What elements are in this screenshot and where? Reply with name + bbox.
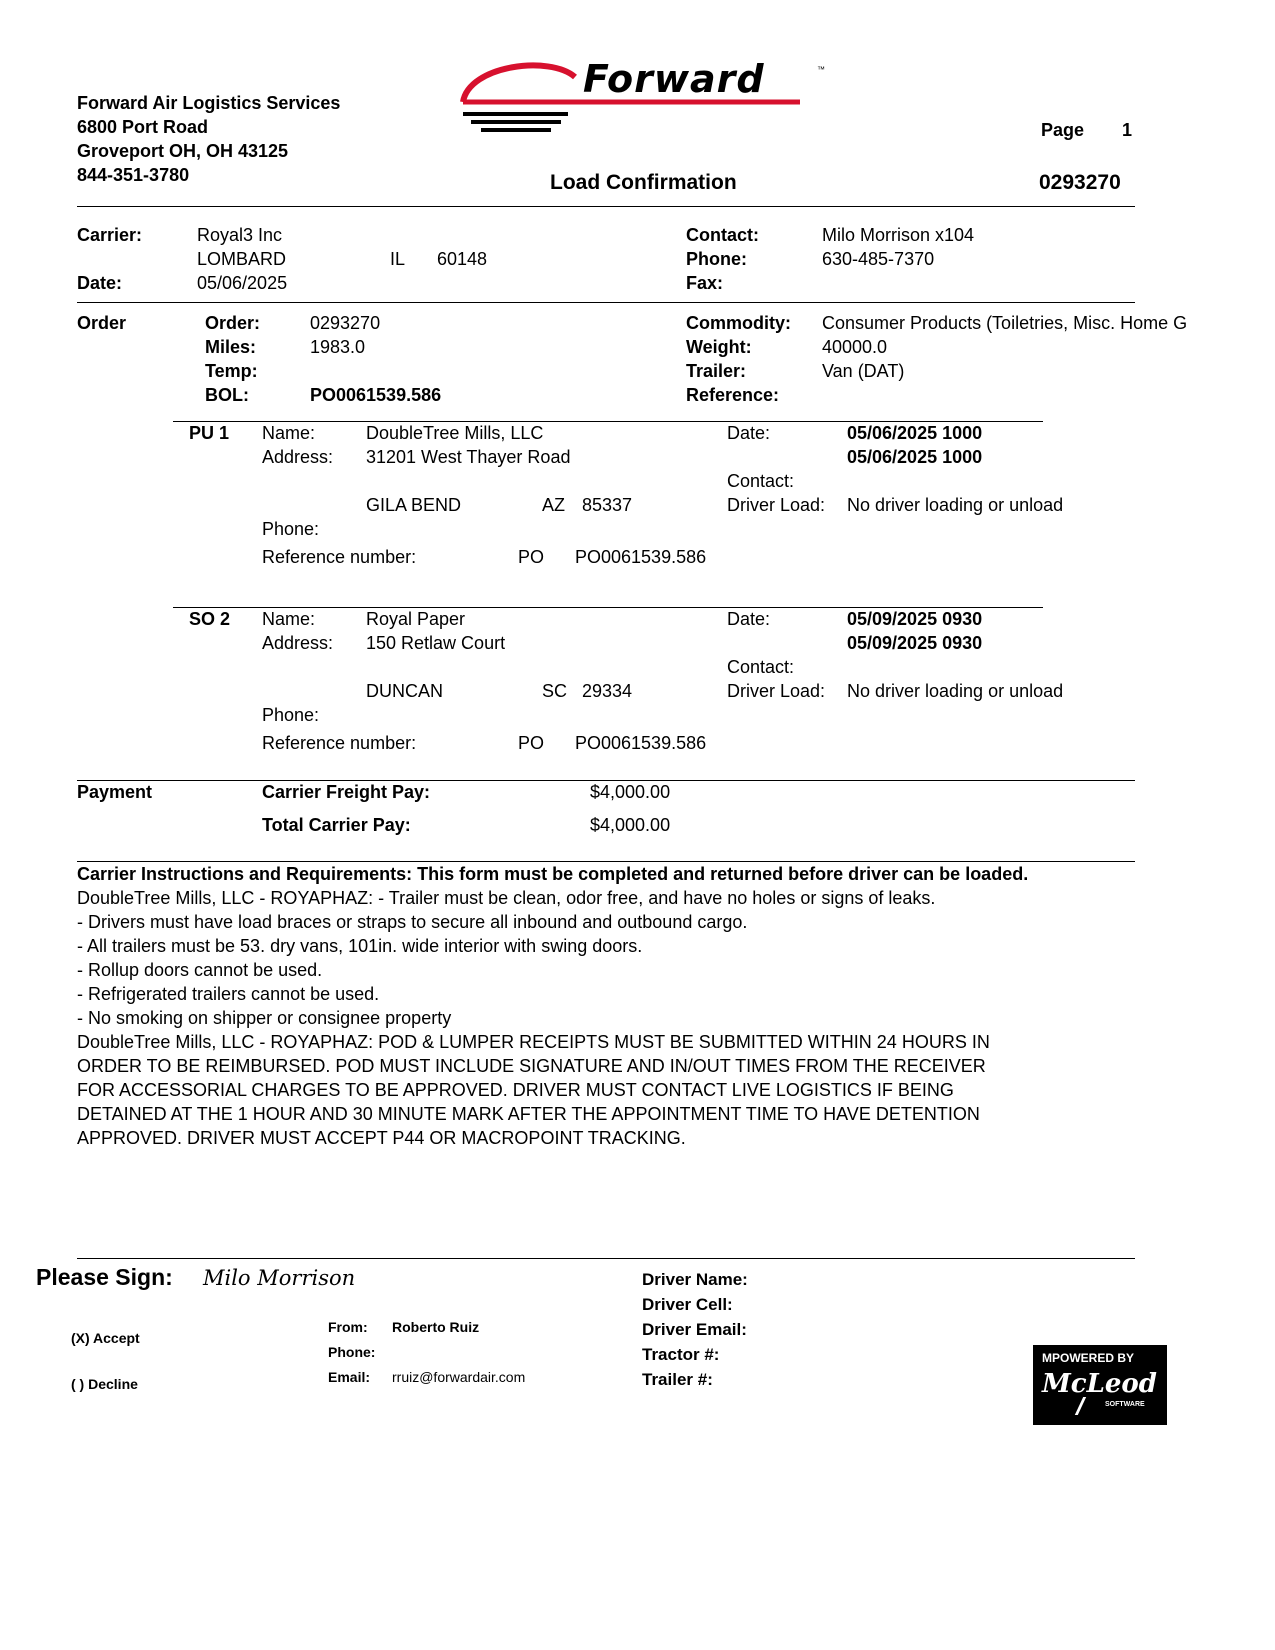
instructions-line: - Refrigerated trailers cannot be used. [77, 984, 380, 1004]
miles-value: 1983.0 [310, 337, 366, 357]
miles-label: Miles: [205, 337, 257, 357]
signature-value[interactable]: Milo Morrison [203, 1266, 356, 1290]
tractor-label: Tractor #: [642, 1345, 720, 1364]
stop-city: GILA BEND [366, 495, 462, 515]
stop-ref-type: PO [518, 547, 545, 567]
stop-contact-label: Contact: [727, 471, 795, 491]
badge-brand: McLeod [1042, 1369, 1157, 1399]
reference-label: Reference: [686, 385, 780, 405]
stop-ref-label: Reference number: [262, 733, 417, 753]
stop-code: SO 2 [189, 609, 231, 629]
stop-name: Royal Paper [366, 609, 466, 629]
stop-phone-label: Phone: [262, 519, 320, 539]
from-label: From: [328, 1319, 368, 1335]
total-pay-value: $4,000.00 [590, 815, 671, 835]
freight-pay-value: $4,000.00 [590, 782, 671, 802]
bol-value: PO0061539.586 [310, 385, 442, 405]
stop-driver-load: No driver loading or unload [847, 681, 1064, 701]
trailer-number-label: Trailer #: [642, 1370, 713, 1389]
stop-date-2: 05/09/2025 0930 [847, 633, 983, 653]
instructions-line: APPROVED. DRIVER MUST ACCEPT P44 OR MACROPOINT TRACKING. [77, 1128, 686, 1148]
weight-label: Weight: [686, 337, 752, 357]
instructions-line: DoubleTree Mills, LLC - ROYAPHAZ: - Trailer must be clean, odor free, and have no holes or signs of leaks. [77, 888, 936, 908]
badge-sub: SOFTWARE [1105, 1401, 1145, 1408]
badge-top-text: MPOWERED BY [1042, 1351, 1135, 1365]
accept-option[interactable]: (X) Accept [71, 1330, 140, 1346]
order-section-label: Order [77, 313, 127, 333]
carrier-state: IL [390, 249, 406, 269]
from-email-label: Email: [328, 1369, 371, 1385]
stop-date-label: Date: [727, 423, 771, 443]
document-title: Load Confirmation [550, 171, 737, 194]
load-number: 0293270 [1039, 171, 1121, 194]
stop-address-label: Address: [262, 447, 334, 467]
stop-ref-label: Reference number: [262, 547, 417, 567]
stop-contact-label: Contact: [727, 657, 795, 677]
page-number: 1 [1122, 120, 1133, 140]
instructions-line: DoubleTree Mills, LLC - ROYAPHAZ: POD & LUMPER RECEIPTS MUST BE SUBMITTED WITHIN 24 HOURS IN [77, 1032, 990, 1052]
company-address-line2: Groveport OH, OH 43125 [77, 141, 289, 161]
stop-address: 31201 West Thayer Road [366, 447, 571, 467]
from-value: Roberto Ruiz [392, 1319, 480, 1335]
freight-pay-label: Carrier Freight Pay: [262, 782, 431, 802]
carrier-instructions [77, 862, 1137, 1150]
from-phone-label: Phone: [328, 1344, 376, 1360]
instructions-line: ORDER TO BE REIMBURSED. POD MUST INCLUDE SIGNATURE AND IN/OUT TIMES FROM THE RECEIVER [77, 1056, 986, 1076]
instructions-line: - Drivers must have load braces or straps to secure all inbound and outbound cargo. [77, 912, 748, 932]
order-number: 0293270 [310, 313, 381, 333]
commodity-label: Commodity: [686, 313, 791, 333]
stop-phone-label: Phone: [262, 705, 320, 725]
please-sign-label: Please Sign: [36, 1264, 173, 1290]
carrier-contact: Milo Morrison x104 [822, 225, 975, 245]
instructions-line: - No smoking on shipper or consignee property [77, 1008, 452, 1028]
driver-name-label: Driver Name: [642, 1270, 748, 1289]
stop-code: PU 1 [189, 423, 230, 443]
bol-label: BOL: [205, 385, 249, 405]
carrier-label: Carrier: [77, 225, 143, 245]
mcleod-badge [1033, 1345, 1167, 1425]
stop-date-2: 05/06/2025 1000 [847, 447, 983, 467]
stop-state: AZ [542, 495, 566, 515]
total-pay-label: Total Carrier Pay: [262, 815, 411, 835]
stop-ref-value: PO0061539.586 [575, 733, 707, 753]
driver-cell-label: Driver Cell: [642, 1295, 733, 1314]
stop-address: 150 Retlaw Court [366, 633, 506, 653]
phone-label: Phone: [686, 249, 747, 269]
trailer-value: Van (DAT) [822, 361, 905, 381]
commodity-value: Consumer Products (Toiletries, Misc. Home G [822, 313, 1188, 333]
fax-label: Fax: [686, 273, 724, 293]
stop-driver-load: No driver loading or unload [847, 495, 1064, 515]
carrier-zip: 60148 [437, 249, 488, 269]
divider [77, 302, 1135, 303]
instructions-line: - Rollup doors cannot be used. [77, 960, 323, 980]
stop-name-label: Name: [262, 609, 316, 629]
carrier-date: 05/06/2025 [197, 273, 288, 293]
carrier-name: Royal3 Inc [197, 225, 283, 245]
from-email-value: rruiz@forwardair.com [392, 1369, 526, 1385]
stop-name-label: Name: [262, 423, 316, 443]
divider [77, 1258, 1135, 1259]
instructions-line: - All trailers must be 53. dry vans, 101in. wide interior with swing doors. [77, 936, 643, 956]
instructions-line: FOR ACCESSORIAL CHARGES TO BE APPROVED. DRIVER MUST CONTACT LIVE LOGISTICS IF BEING [77, 1080, 954, 1100]
stop-state: SC [542, 681, 568, 701]
stop-name: DoubleTree Mills, LLC [366, 423, 544, 443]
instructions-line: DETAINED AT THE 1 HOUR AND 30 MINUTE MARK AFTER THE APPOINTMENT TIME TO HAVE DETENTION [77, 1104, 980, 1124]
contact-label: Contact: [686, 225, 759, 245]
stop-date-label: Date: [727, 609, 771, 629]
weight-value: 40000.0 [822, 337, 888, 357]
carrier-city: LOMBARD [197, 249, 287, 269]
company-address-line1: 6800 Port Road [77, 117, 209, 137]
stop-city: DUNCAN [366, 681, 444, 701]
company-name: Forward Air Logistics Services [77, 93, 341, 113]
stop-date-1: 05/06/2025 1000 [847, 423, 983, 443]
trailer-label: Trailer: [686, 361, 747, 381]
company-phone: 844-351-3780 [77, 165, 190, 185]
date-label: Date: [77, 273, 123, 293]
carrier-phone: 630-485-7370 [822, 249, 935, 269]
stop-driver-load-label: Driver Load: [727, 681, 826, 701]
stop-address-label: Address: [262, 633, 334, 653]
forward-logo-text: Forward [583, 57, 765, 101]
stop-zip: 29334 [582, 681, 633, 701]
divider [77, 206, 1135, 207]
forward-logo [455, 55, 835, 140]
page-label: Page [1041, 120, 1085, 140]
stop-driver-load-label: Driver Load: [727, 495, 826, 515]
stop-ref-type: PO [518, 733, 545, 753]
order-label: Order: [205, 313, 261, 333]
instructions-heading: Carrier Instructions and Requirements: This form must be completed and returned before driver can be loaded. [77, 864, 1029, 884]
decline-option[interactable]: ( ) Decline [71, 1376, 138, 1392]
payment-section-label: Payment [77, 782, 153, 802]
stop-ref-value: PO0061539.586 [575, 547, 707, 567]
stop-zip: 85337 [582, 495, 633, 515]
forward-logo-tm: ™ [817, 65, 825, 74]
driver-email-label: Driver Email: [642, 1320, 747, 1339]
stop-date-1: 05/09/2025 0930 [847, 609, 983, 629]
mcleod-slash-icon [1075, 1397, 1086, 1415]
temp-label: Temp: [205, 361, 258, 381]
